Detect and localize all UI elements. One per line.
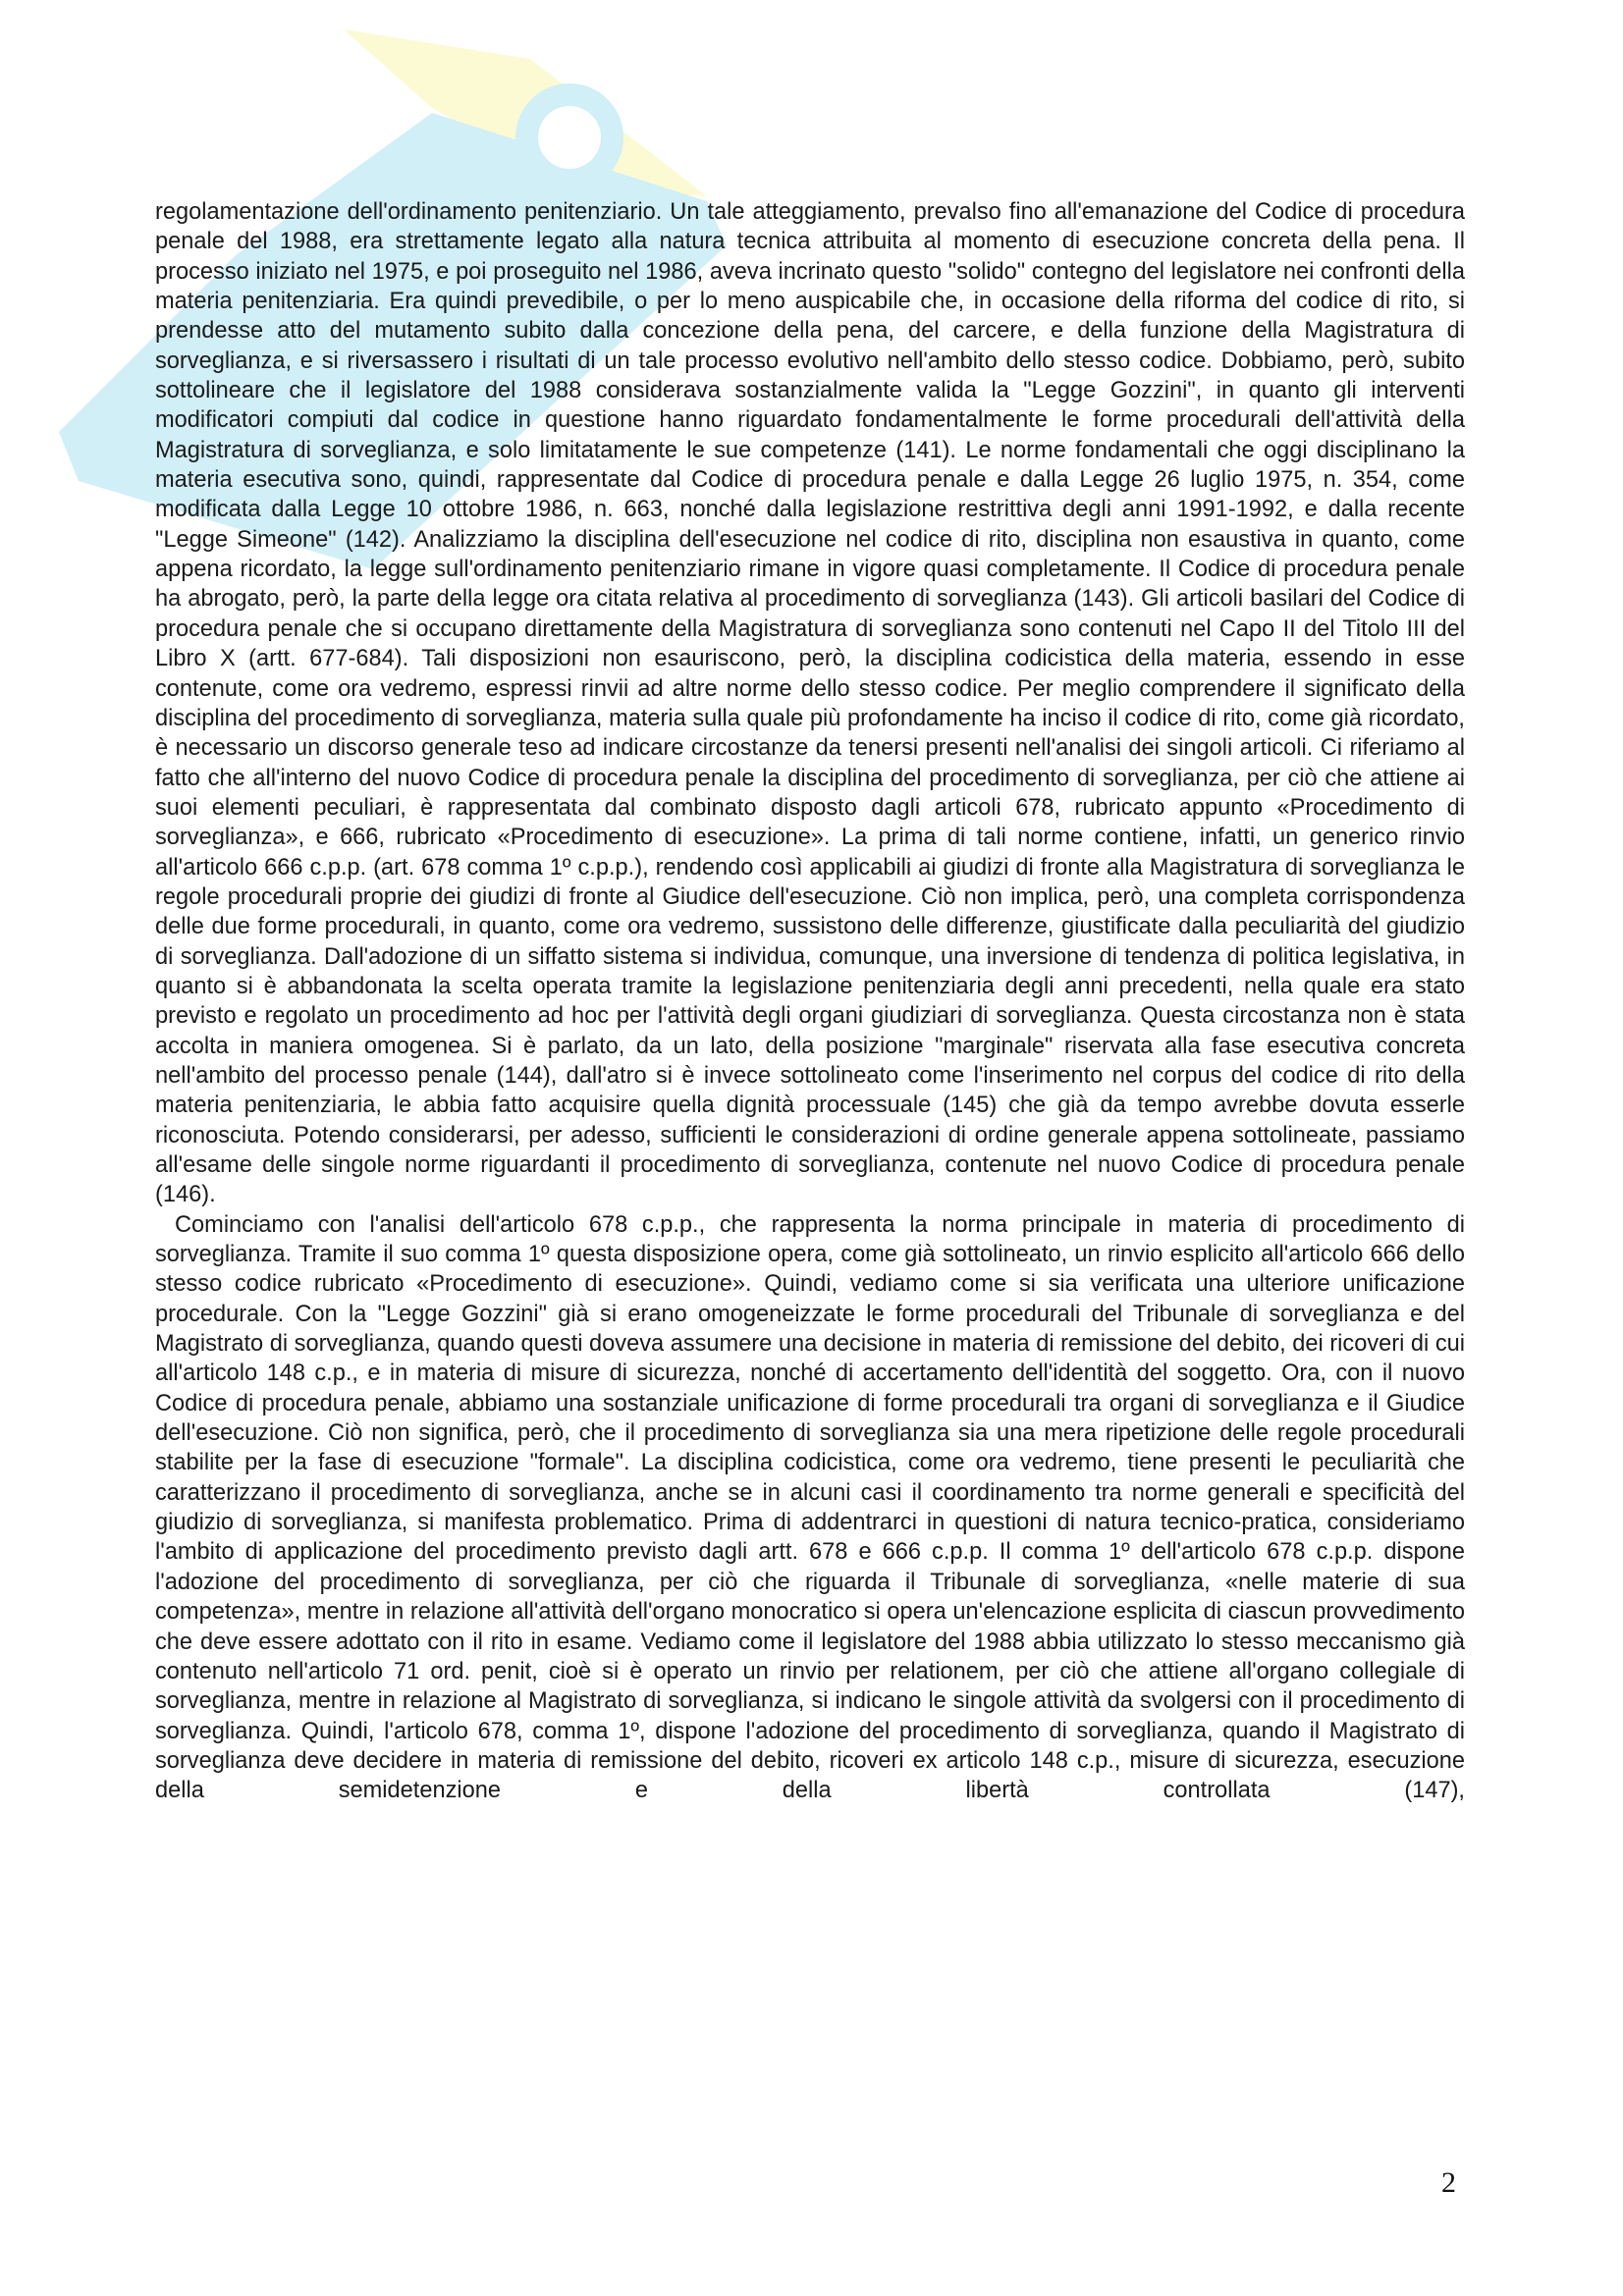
watermark-cap-icon [515,83,623,191]
document-body [155,197,1465,1806]
watermark-yellow-band [344,29,707,196]
page-number: 2 [1441,2166,1456,2199]
paragraph: regolamentazione dell'ordinamento penitenziario. Un tale atteggiamento, prevalso fino all'emanazione del Codice di procedura penale del 1988, era strettamente legato alla natura tecnica attribuita al momento di esecuzione concreta della pena. Il processo iniziato nel 1975, e poi proseguito nel 1986, aveva incrinato questo "solido" contegno del legislatore nei confronti della materia penitenziaria. Era quindi prevedibile, o per lo meno auspicabile che, in occasione della riforma del codice di rito, si prendesse atto del mutamento subito dalla concezione della pena, del carcere, e della funzione della Magistratura di sorveglianza, e si riversassero i risultati di un tale processo evolutivo nell'ambito dello stesso codice. Dobbiamo, però, subito sottolineare che il legislatore del 1988 considerava sostanzialmente valida la "Legge Gozzini", in quanto gli interventi modificatori compiuti dal codice in questione hanno riguardato fondamentalmente le forme procedurali dell'attività della Magistratura di sorveglianza, e solo limitatamente le sue competenze (141). Le norme fondamentali che oggi disciplinano la materia esecutiva sono, quindi, rappresentate dal Codice di procedura penale e dalla Legge 26 luglio 1975, n. 354, come modificata dalla Legge 10 ottobre 1986, n. 663, nonché dalla legislazione restrittiva degli anni 1991-1992, e dalla recente "Legge Simeone" (142). Analizziamo la disciplina dell'esecuzione nel codice di rito, disciplina non esaustiva in quanto, come appena ricordato, la legge sull'ordinamento penitenziario rimane in vigore quasi completamente. Il Codice di procedura penale ha abrogato, però, la parte della legge ora citata relativa al procedimento di sorveglianza (143). Gli articoli basilari del Codice di procedura penale che si occupano direttamente della Magistratura di sorveglianza sono contenuti nel Capo II del Titolo III del Libro X (artt. 677-684). Tali disposizioni non esauriscono, però, la disciplina codicistica della materia, essendo in esse contenute, come ora vedremo, espressi rinvii ad altre norme dello stesso codice. Per meglio comprendere il significato della disciplina del procedimento di sorveglianza, materia sulla quale più profondamente ha inciso il codice di rito, come già ricordato, è necessario un discorso generale teso ad indicare circostanze da tenersi presenti nell'analisi dei singoli articoli. Ci riferiamo al fatto che all'interno del nuovo Codice di procedura penale la disciplina del procedimento di sorveglianza, per ciò che attiene ai suoi elementi peculiari, è rappresentata dal combinato disposto dagli articoli 678, rubricato appunto «Procedimento di sorveglianza», e 666, rubricato «Procedimento di esecuzione». La prima di tali norme contiene, infatti, un generico rinvio all'articolo 666 c.p.p. (art. 678 comma 1º c.p.p.), rendendo così applicabili ai giudizi di fronte alla Magistratura di sorveglianza le regole procedurali proprie dei giudizi di fronte al Giudice dell'esecuzione. Ciò non implica, però, una completa corrispondenza delle due forme procedurali, in quanto, come ora vedremo, sussistono delle differenze, giustificate dalla peculiarità del giudizio di sorveglianza. Dall'adozione di un siffatto sistema si individua, comunque, una inversione di tendenza di politica legislativa, in quanto si è abbandonata la scelta operata tramite la legislazione penitenziaria degli anni precedenti, nella quale era stato previsto e regolato un procedimento ad hoc per l'attività degli organi giudiziari di sorveglianza. Questa circostanza non è stata accolta in maniera omogenea. Si è parlato, da un lato, della posizione "marginale" riservata alla fase esecutiva concreta nell'ambito del processo penale (144), dall'atro si è invece sottolineato come l'inserimento nel corpus del codice di rito della materia penitenziaria, le abbia fatto acquisire quella dignità processuale (145) che già da tempo avrebbe dovuta esserle riconosciuta. Potendo considerarsi, per adesso, sufficienti le considerazioni di ordine generale appena sottolineate, passiamo all'esame delle singole norme riguardanti il procedimento di sorveglianza, contenute nel nuovo Codice di procedura penale (146). [155,199,1465,1208]
paragraph: Cominciamo con l'analisi dell'articolo 678 c.p.p., che rappresenta la norma principale in materia di procedimento di sorveglianza. Tramite il suo comma 1º questa disposizione opera, come già sottolineato, un rinvio esplicito all'articolo 666 dello stesso codice rubricato «Procedimento di esecuzione». Quindi, vediamo come si sia verificata una ulteriore unificazione procedurale. Con la "Legge Gozzini" già si erano omogeneizzate le forme procedurali del Tribunale di sorveglianza e del Magistrato di sorveglianza, quando questi doveva assumere una decisione in materia di remissione del debito, dei ricoveri di cui all'articolo 148 c.p., e in materia di misure di sicurezza, nonché di accertamento dell'identità del soggetto. Ora, con il nuovo Codice di procedura penale, abbiamo una sostanziale unificazione di forme procedurali tra organi di sorveglianza e il Giudice dell'esecuzione. Ciò non significa, però, che il procedimento di sorveglianza sia una mera ripetizione delle regole procedurali stabilite per la fase di esecuzione "formale". La disciplina codicistica, come ora vedremo, tiene presenti le peculiarità che caratterizzano il procedimento di sorveglianza, anche se in alcuni casi il coordinamento tra norme generali e specificità del giudizio di sorveglianza, si manifesta problematico. Prima di addentrarci in questioni di natura tecnico-pratica, consideriamo l'ambito di applicazione del procedimento previsto dagli artt. 678 e 666 c.p.p. Il comma 1º dell'articolo 678 c.p.p. dispone l'adozione del procedimento di sorveglianza, per ciò che riguarda il Tribunale di sorveglianza, «nelle materie di sua competenza», mentre in relazione all'attività dell'organo monocratico si opera un'elencazione esplicita di ciascun provvedimento che deve essere adottato con il rito in esame. Vediamo come il legislatore del 1988 abbia utilizzato lo stesso meccanismo già contenuto nell'articolo 71 ord. penit, cioè si è operato un rinvio per relationem, per ciò che attiene all'organo collegiale di sorveglianza, mentre in relazione al Magistrato di sorveglianza, si indicano le singole attività da svolgersi con il procedimento di sorveglianza. Quindi, l'articolo 678, comma 1º, dispone l'adozione del procedimento di sorveglianza, quando il Magistrato di sorveglianza deve decidere in materia di remissione del debito, ricoveri ex articolo 148 c.p., misure di sicurezza, esecuzione della semidetenzione e della libertà controllata (147), [155,1211,1465,1804]
